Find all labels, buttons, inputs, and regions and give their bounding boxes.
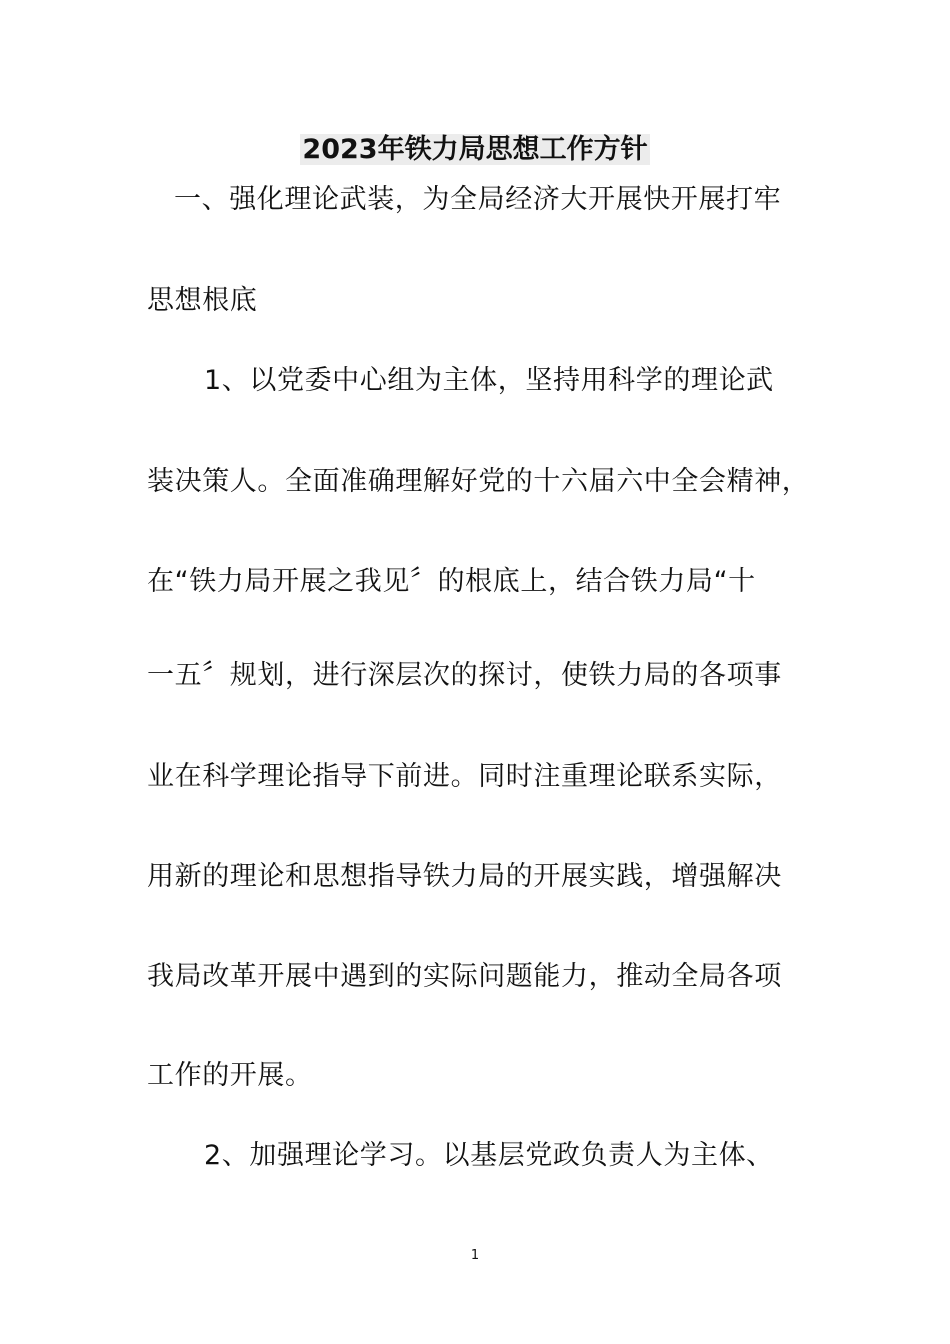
- page-number: 1: [470, 1248, 480, 1263]
- section-heading-line-2: 思想根底: [147, 285, 258, 316]
- page-title-text: 2023年铁力局思想工作方针: [302, 134, 648, 165]
- paragraph-line: 在“铁力局开展之我见〞的根底上，结合铁力局“十: [147, 566, 756, 597]
- section-heading-line-1: 一、强化理论武装，为全局经济大开展快开展打牢: [174, 184, 782, 215]
- paragraph-line: 一五〞规划，进行深层次的探讨，使铁力局的各项事: [147, 660, 782, 691]
- page-title: [0, 133, 950, 167]
- paragraph-line: 2、加强理论学习。以基层党政负责人为主体、: [204, 1140, 774, 1171]
- paragraph-line: 业在科学理论指导下前进。同时注重理论联系实际，: [147, 761, 782, 792]
- paragraph-line: 我局改革开展中遇到的实际问题能力，推动全局各项: [147, 961, 782, 992]
- paragraph-line: 1、以党委中心组为主体，坚持用科学的理论武: [204, 365, 774, 396]
- paragraph-line: 用新的理论和思想指导铁力局的开展实践，增强解决: [147, 861, 782, 892]
- paragraph-line: 工作的开展。: [147, 1060, 313, 1091]
- paragraph-line: 装决策人。全面准确理解好党的十六届六中全会精神，: [147, 466, 810, 497]
